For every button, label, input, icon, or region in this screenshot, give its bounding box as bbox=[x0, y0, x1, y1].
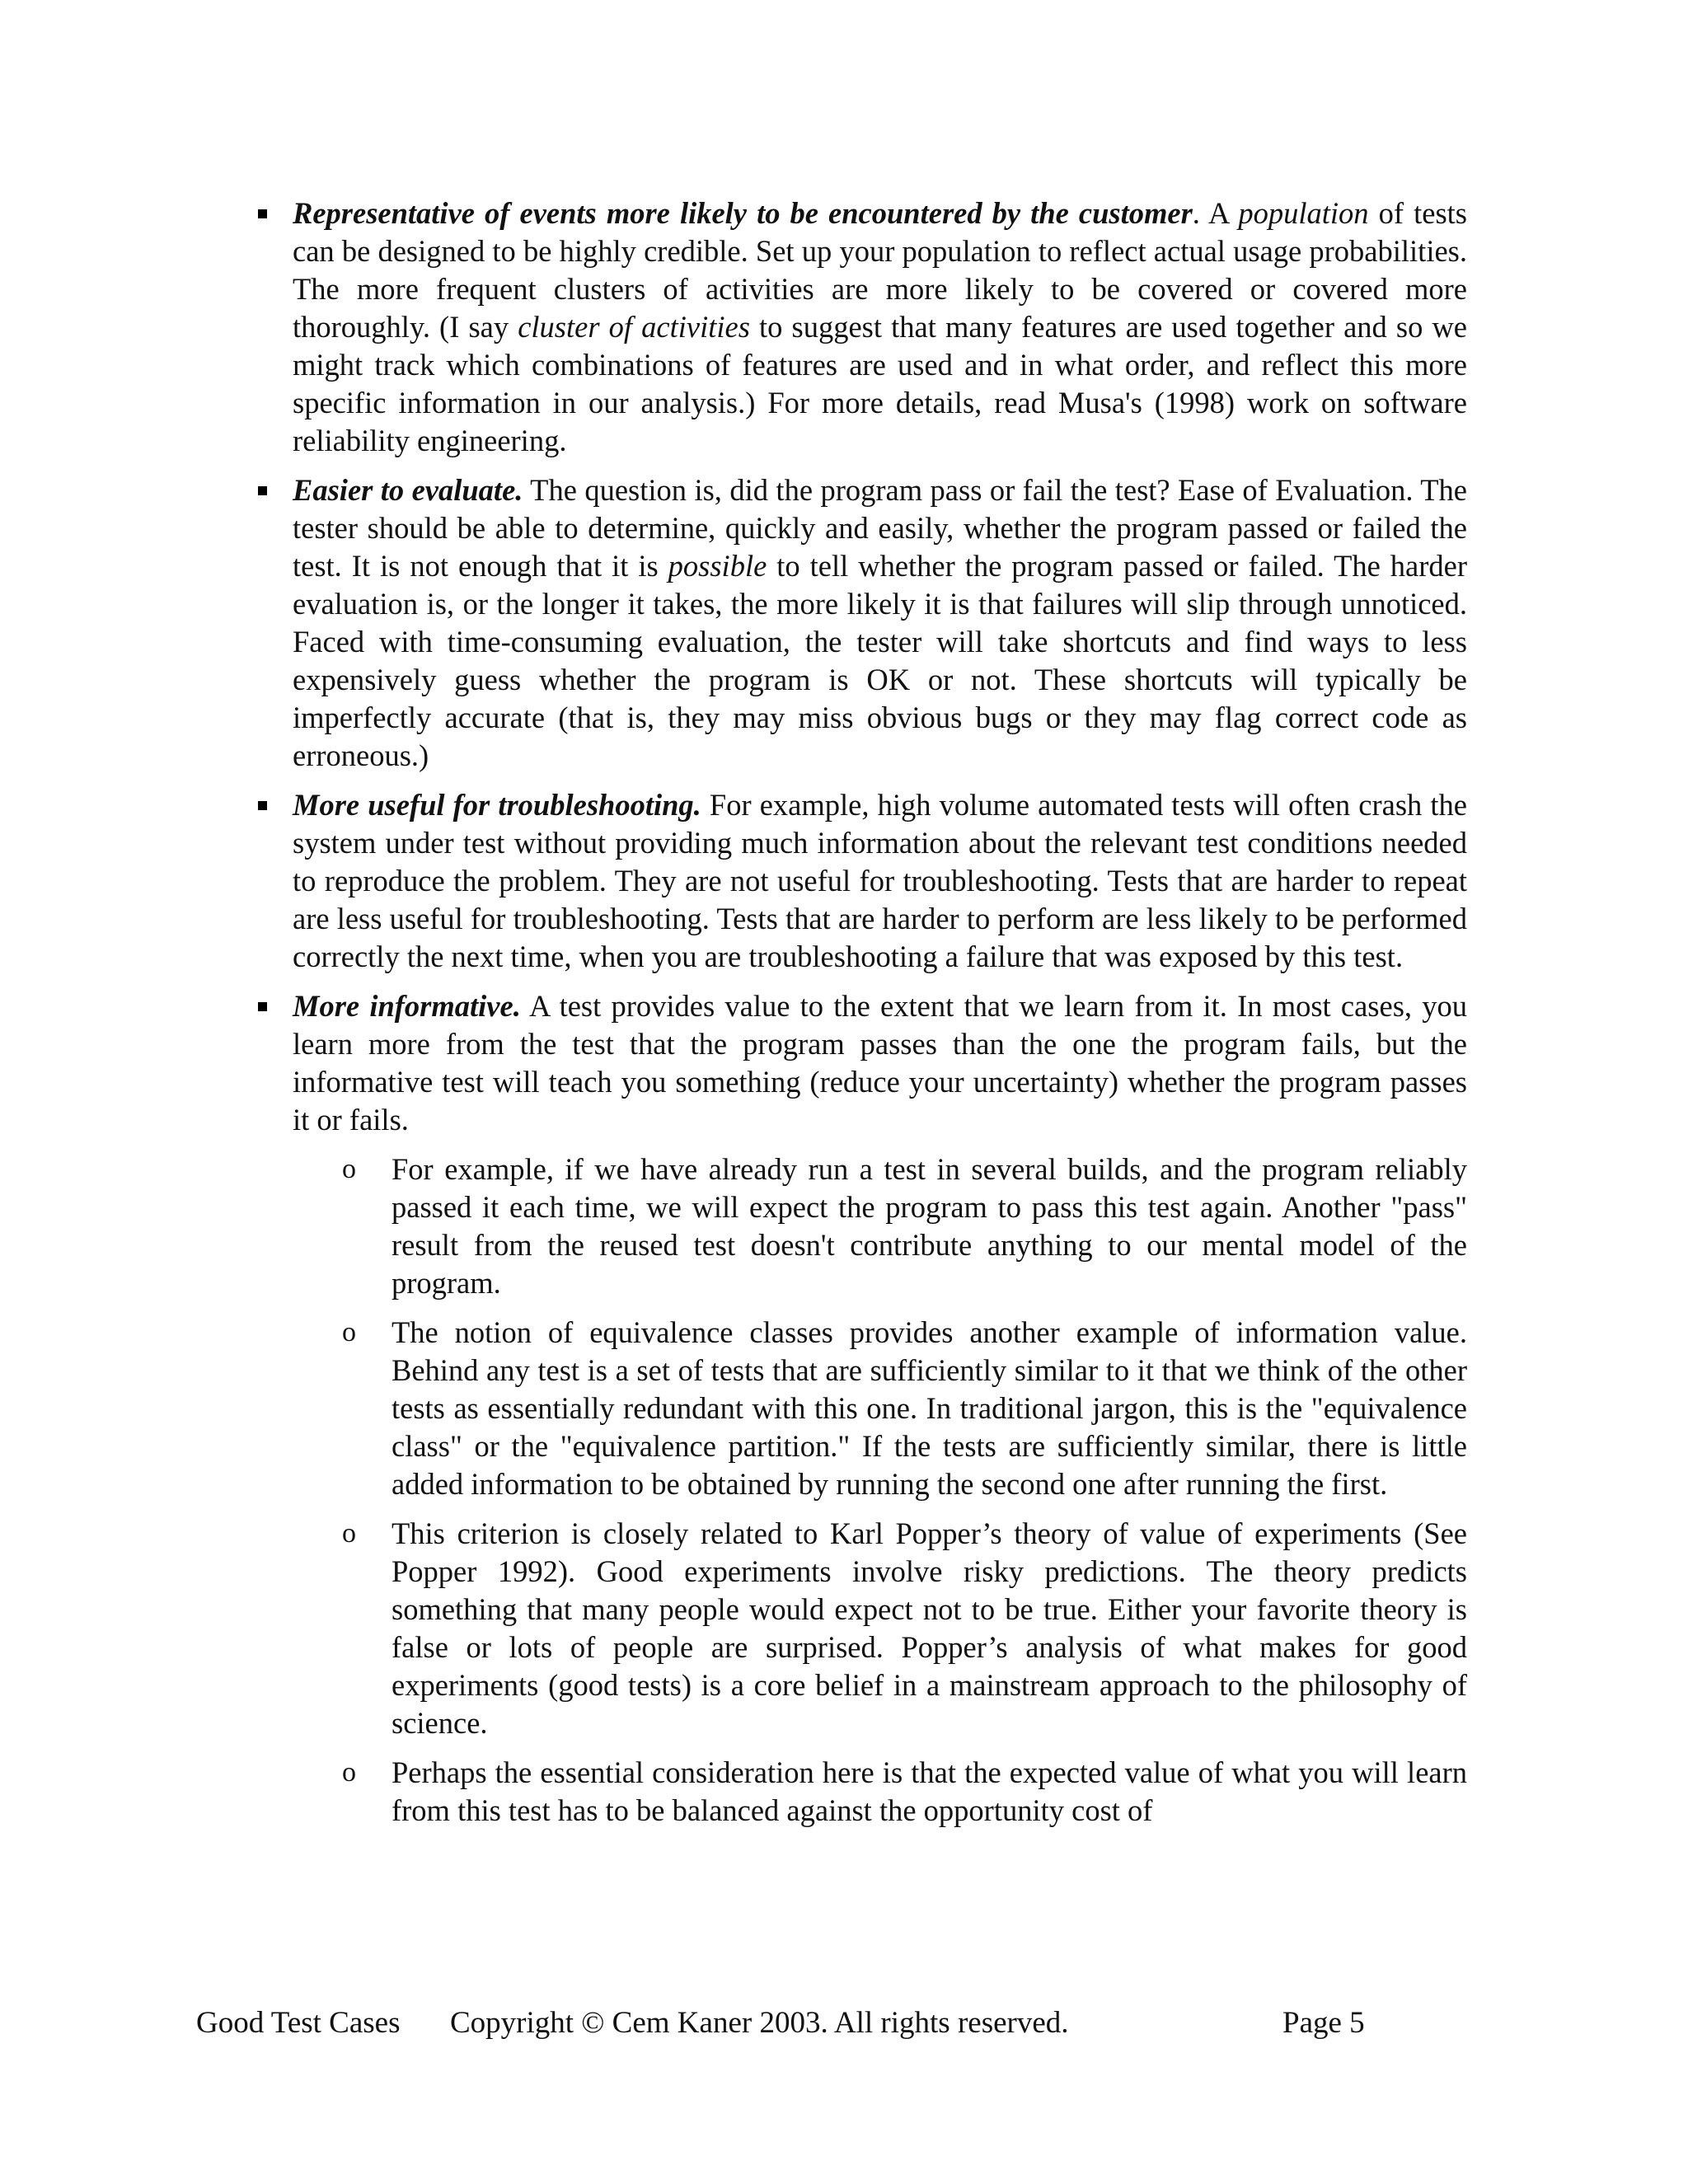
circle-bullet-icon: o bbox=[342, 1757, 356, 1788]
sub-list-item bbox=[342, 1151, 1467, 1302]
criteria-list bbox=[293, 194, 1467, 1841]
square-bullet-icon bbox=[258, 486, 267, 495]
emphasis-text: population bbox=[1238, 196, 1369, 230]
square-bullet-icon bbox=[258, 801, 267, 810]
body-text: to suggest that many features are used together and so we might track which combinations of features are used and in what order, and reflect this more specific information in our analysis.) For more details, read Musa's (1998) work on software reliability engineering. bbox=[293, 310, 1468, 457]
item-heading: Easier to evaluate. bbox=[293, 473, 523, 507]
list-item-informative bbox=[293, 987, 1467, 1830]
footer-copyright: Copyright © Cem Kaner 2003. All rights reserved. bbox=[450, 2006, 1069, 2040]
circle-bullet-icon: o bbox=[342, 1154, 356, 1184]
body-text: The question is, did the program pass or fail the test? Ease of Evaluation. The tester should be able to determine, quickly and easily, whether the program passed or failed the test. It is not enough that it is bbox=[293, 473, 1467, 583]
body-text: For example, if we have already run a test in several builds, and the program reliably passed it each time, we will expect the program to pass this test again. Another "pass" result from the reused test doesn't contribute anything to our mental model of the program. bbox=[392, 1152, 1467, 1300]
body-text: of tests can be designed to be highly credible. Set up your population to reflect actual usage probabilities. The more frequent clusters of activities are more likely to be covered or covered more thoroughly. (I say bbox=[293, 196, 1467, 344]
circle-bullet-icon: o bbox=[342, 1518, 356, 1549]
item-heading: Representative of events more likely to be encountered by the customer bbox=[293, 196, 1193, 230]
body-text: Perhaps the essential consideration here is that the expected value of what you will learn from this test has to be balanced against the opportunity cost of bbox=[392, 1755, 1467, 1827]
body-text: This criterion is closely related to Karl Popper’s theory of value of experiments (See Popper 1992). Good experiments involve risky predictions. The theory predicts something that many people would expect not to be true. Either your favorite theory is false or lots of people are surprised. Popper’s analysis of what makes for good experiments (good tests) is a core belief in a mainstream approach to the philosophy of science. bbox=[392, 1516, 1467, 1740]
sub-list-item bbox=[342, 1754, 1467, 1830]
body-text: . A bbox=[1192, 196, 1239, 230]
list-item-representative bbox=[293, 194, 1467, 460]
square-bullet-icon bbox=[258, 1002, 267, 1011]
list-item-troubleshooting bbox=[293, 786, 1467, 976]
circle-bullet-icon: o bbox=[342, 1317, 356, 1347]
sub-list-item bbox=[342, 1314, 1467, 1503]
list-item-evaluate bbox=[293, 471, 1467, 775]
emphasis-text: possible bbox=[668, 549, 767, 583]
body-text: A test provides value to the extent that we learn from it. In most cases, you learn more from the test that the program passes than the one the program fails, but the informative test will teach you something (reduce your uncertainty) whether the program passes it or fails. bbox=[293, 989, 1468, 1137]
sub-list-item bbox=[342, 1515, 1467, 1742]
sub-list bbox=[293, 1151, 1467, 1830]
body-text: For example, high volume automated tests will often crash the system under test without providing much information about the relevant test conditions needed to reproduce the problem. They are not useful for troubleshooting. Tests that are harder to repeat are less useful for troubleshooting. Tests that are harder to perform are less likely to be performed correctly the next time, when you are troubleshooting a failure that was exposed by this test. bbox=[293, 788, 1467, 973]
body-text: to tell whether the program passed or failed. The harder evaluation is, or the longer it takes, the more likely it is that failures will slip through unnoticed. Faced with time-consuming evaluation, the tester will take shortcuts and find ways to less expensively guess whether the program is OK or not. These shortcuts will typically be imperfectly accurate (that is, they may miss obvious bugs or they may flag correct code as erroneous.) bbox=[293, 549, 1467, 772]
item-heading: More useful for troubleshooting. bbox=[293, 788, 701, 822]
item-heading: More informative. bbox=[293, 989, 521, 1023]
square-bullet-icon bbox=[258, 209, 267, 218]
footer-title: Good Test Cases bbox=[196, 2006, 401, 2040]
emphasis-text: cluster of activities bbox=[518, 310, 750, 344]
footer-page-number: Page 5 bbox=[1282, 2006, 1365, 2040]
body-text: The notion of equivalence classes provides another example of information value. Behind any test is a set of tests that are sufficiently similar to it that we think of the other tests as essentially redundant with this one. In traditional jargon, this is the "equivalence class" or the "equivalence partition." If the tests are sufficiently similar, there is little added information to be obtained by running the second one after running the first. bbox=[392, 1315, 1467, 1501]
